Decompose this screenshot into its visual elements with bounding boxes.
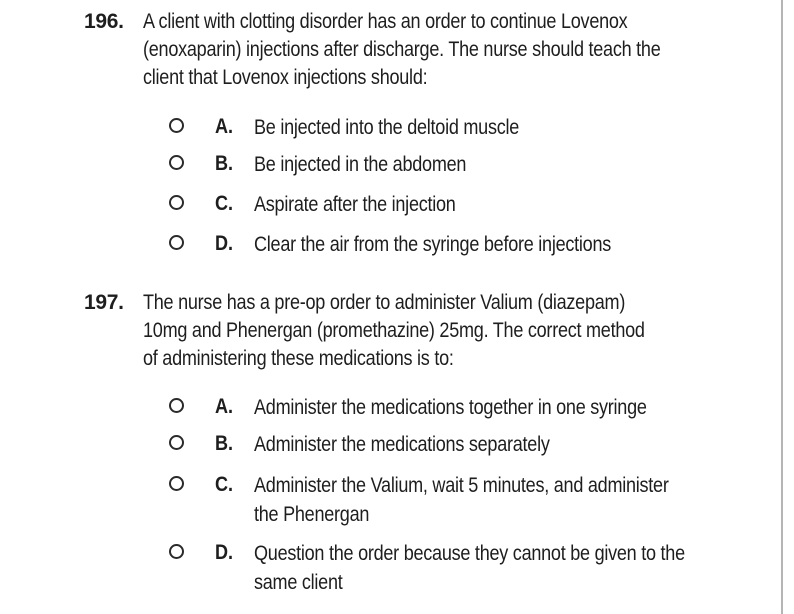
question-number: 197.	[84, 291, 124, 314]
question-stem-line: A client with clotting disorder has an order to continue Lovenox	[143, 10, 628, 33]
question-number: 196.	[84, 10, 124, 33]
option-text-line: same client	[254, 571, 343, 594]
option-text-line: Be injected in the abdomen	[254, 153, 467, 176]
option-text-line: Administer the medications together in one syringe	[254, 396, 647, 419]
option-text	[254, 150, 466, 179]
radio-button-icon[interactable]	[169, 118, 184, 133]
option-letter: D.	[215, 232, 234, 255]
radio-button-icon[interactable]	[169, 195, 184, 210]
option-text	[254, 230, 611, 259]
question-stem-line: of administering these medications is to:	[143, 347, 454, 370]
option-197-d[interactable]	[0, 539, 780, 594]
option-197-c[interactable]	[0, 471, 780, 526]
option-text	[254, 190, 456, 219]
option-text-line: Administer the medications separately	[254, 433, 550, 456]
option-text	[254, 113, 519, 142]
option-text-line: the Phenergan	[254, 503, 370, 526]
option-196-d[interactable]	[0, 230, 780, 260]
option-text	[254, 539, 685, 597]
option-letter: A.	[215, 115, 234, 138]
option-text-line: Clear the air from the syringe before injections	[254, 233, 612, 256]
radio-button-icon[interactable]	[169, 435, 184, 450]
radio-button-icon[interactable]	[169, 476, 184, 491]
option-text	[254, 393, 647, 422]
question-stem-line: client that Lovenox injections should:	[143, 66, 428, 89]
question-stem-line: The nurse has a pre-op order to administer Valium (diazepam)	[143, 291, 626, 314]
option-letter: C.	[215, 192, 234, 215]
option-text	[254, 430, 550, 459]
option-197-b[interactable]	[0, 430, 780, 460]
option-letter: B.	[215, 432, 234, 455]
option-197-a[interactable]	[0, 393, 780, 423]
question-stem-line: (enoxaparin) injections after discharge. The nurse should teach the	[143, 38, 661, 61]
option-196-a[interactable]	[0, 113, 780, 143]
option-letter: D.	[215, 541, 234, 564]
radio-button-icon[interactable]	[169, 235, 184, 250]
option-letter: C.	[215, 473, 234, 496]
option-196-b[interactable]	[0, 150, 780, 180]
option-letter: B.	[215, 152, 234, 175]
option-text-line: Question the order because they cannot be given to the	[254, 542, 685, 565]
question-stem-line: 10mg and Phenergan (promethazine) 25mg. The correct method	[143, 319, 645, 342]
option-text-line: Be injected into the deltoid muscle	[254, 116, 520, 139]
radio-button-icon[interactable]	[169, 398, 184, 413]
option-letter: A.	[215, 395, 234, 418]
radio-button-icon[interactable]	[169, 155, 184, 170]
option-text-line: Administer the Valium, wait 5 minutes, and administer	[254, 474, 669, 497]
option-text-line: Aspirate after the injection	[254, 193, 456, 216]
option-text	[254, 471, 669, 529]
question-stem	[143, 8, 690, 92]
page-edge-divider	[781, 0, 783, 614]
question-stem	[143, 289, 690, 373]
option-196-c[interactable]	[0, 190, 780, 220]
radio-button-icon[interactable]	[169, 544, 184, 559]
